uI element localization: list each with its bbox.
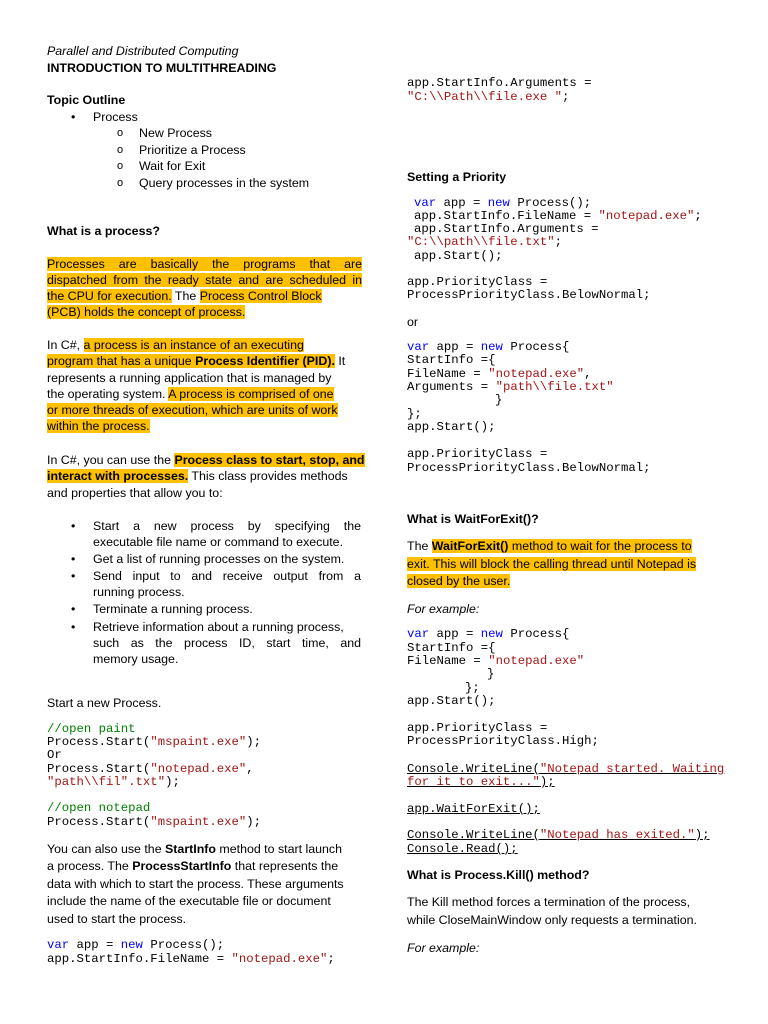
bold-text: StartInfo: [165, 842, 216, 856]
ability-item: • Start a new process by specifying the: [93, 519, 361, 534]
code-token: ,: [584, 367, 592, 381]
highlighted-text: or more threads of execution, which are units of work: [47, 403, 338, 417]
ability-item-cont: memory usage.: [93, 652, 179, 666]
start-process-label: Start a new Process.: [47, 696, 162, 710]
code-token: app =: [429, 340, 481, 354]
code-token: Process{: [502, 340, 570, 354]
code-line: app.PriorityClass =: [407, 447, 548, 461]
code-token: FileName =: [407, 654, 489, 668]
code-token: );: [246, 735, 262, 749]
code-string: "Notepad has exited.": [539, 828, 695, 842]
code-token: app.StartInfo.FileName =: [47, 952, 232, 966]
or-text: or: [407, 315, 419, 329]
code-string: "notepad.exe": [231, 952, 328, 966]
outline-subitem: o Prioritize a Process: [139, 143, 246, 158]
highlighted-text: Process class to start, stop, and: [174, 453, 365, 467]
what-is-process-heading: What is a process?: [47, 224, 160, 238]
code-line: [47, 735, 261, 750]
highlighted-text: closed by the user.: [407, 574, 511, 588]
code-token: app =: [436, 196, 488, 210]
code-line: app.PriorityClass =: [407, 275, 548, 289]
topic-outline-heading: Topic Outline: [47, 93, 126, 107]
plain-text: You can also use the: [47, 842, 166, 856]
plain-text: It: [334, 354, 346, 368]
code-line: app.WaitForExit();: [407, 802, 540, 816]
code-line: [47, 775, 180, 790]
code-token: FileName =: [407, 367, 489, 381]
code-keyword: new: [120, 938, 143, 952]
code-line: Or: [47, 748, 62, 762]
code-line: Console.Read();: [407, 842, 518, 856]
bold-text: ProcessStartInfo: [132, 859, 232, 873]
highlighted-text: A process is comprised of one: [168, 387, 334, 401]
highlighted-text: WaitForExit(): [431, 539, 509, 553]
code-line: app.Start();: [407, 694, 496, 708]
outline-subitem: o Query processes in the system: [139, 176, 309, 191]
code-comment: //open notepad: [47, 801, 151, 815]
code-line: [47, 938, 224, 953]
code-token: Process();: [509, 196, 592, 210]
para-line: [47, 469, 348, 484]
code-line: [407, 828, 710, 843]
outline-subitem: o New Process: [139, 126, 212, 141]
para-line: [47, 273, 362, 288]
highlighted-text: Processes are basically the programs that are: [47, 257, 362, 271]
code-line: [47, 952, 335, 967]
plain-text: In C#,: [47, 338, 84, 352]
waitforexit-heading: What is WaitForExit()?: [407, 512, 539, 526]
highlighted-text: within the process.: [47, 419, 150, 433]
code-string: "C:\\path\\file.txt": [407, 235, 555, 249]
ability-item: • Retrieve information about a running process,: [93, 620, 344, 635]
code-line: ProcessPriorityClass.BelowNormal;: [407, 288, 651, 302]
code-token: Process.Start(: [47, 815, 151, 829]
code-token: app.StartInfo.FileName =: [414, 209, 599, 223]
code-line: app.Start();: [414, 249, 503, 263]
example-label: For example:: [407, 602, 480, 616]
plain-text: a process. The: [47, 859, 133, 873]
course-name: Parallel and Distributed Computing: [47, 44, 239, 58]
highlighted-text: program that has a unique: [47, 354, 196, 368]
code-line: [407, 235, 562, 250]
plain-text: In C#, you can use the: [47, 453, 175, 467]
code-token: );: [246, 815, 262, 829]
code-line: app.PriorityClass =: [407, 721, 548, 735]
kill-heading: What is Process.Kill() method?: [407, 868, 590, 882]
para-line: [407, 574, 510, 589]
highlighted-text: (PCB) holds the concept of process.: [47, 305, 246, 319]
code-keyword: var: [407, 340, 430, 354]
example-label: For example:: [407, 941, 480, 955]
code-token: ;: [561, 90, 570, 104]
para-line: include the name of the executable file or document: [47, 894, 331, 908]
code-string: "path\\file.txt": [495, 380, 614, 394]
code-token: ;: [554, 235, 562, 249]
outline-item-process: • Process: [93, 110, 138, 125]
code-token: Console.WriteLine(: [407, 828, 540, 842]
ability-item-cont: running process.: [93, 585, 185, 599]
highlighted-text: interact with processes.: [47, 469, 189, 483]
code-line: StartInfo ={: [407, 641, 496, 655]
code-string: "notepad.exe": [598, 209, 695, 223]
code-token: );: [539, 775, 555, 789]
para-line: represents a running application that is managed by: [47, 371, 332, 385]
code-token: app =: [429, 627, 481, 641]
setting-priority-heading: Setting a Priority: [407, 170, 507, 184]
para-line: used to start the process.: [47, 912, 187, 926]
code-token: );: [694, 828, 710, 842]
code-comment: //open paint: [47, 722, 136, 736]
code-line: [407, 90, 569, 105]
ability-item: • Send input to and receive output from a: [93, 569, 361, 584]
code-string: "Notepad started. Waiting: [539, 762, 725, 776]
para-line: [47, 257, 362, 272]
para-line: [47, 387, 334, 402]
code-token: Console.WriteLine(: [407, 762, 540, 776]
ability-item: • Terminate a running process.: [93, 602, 253, 617]
para-line: [47, 354, 345, 369]
highlighted-text: method to wait for the process to: [508, 539, 692, 553]
code-keyword: var: [47, 938, 70, 952]
code-line: [407, 627, 569, 642]
ability-item-cont: such as the process ID, start time, and: [93, 636, 361, 650]
para-line: [47, 842, 342, 857]
para-line: [47, 305, 245, 320]
code-line: [47, 815, 261, 830]
code-line: };: [465, 681, 480, 695]
code-keyword: var: [407, 627, 430, 641]
code-string: for it to exit...": [407, 775, 540, 789]
plain-text: that represents the: [231, 859, 339, 873]
code-token: ,: [246, 762, 254, 776]
code-line: }: [495, 393, 503, 407]
highlighted-text: Process Identifier (PID).: [195, 354, 335, 368]
code-string: "notepad.exe": [488, 367, 585, 381]
highlighted-text: a process is an instance of an executing: [83, 338, 304, 352]
code-line: ProcessPriorityClass.BelowNormal;: [407, 461, 651, 475]
code-line: [407, 380, 614, 395]
code-line: }: [487, 667, 495, 681]
para-line: [47, 289, 322, 304]
highlighted-text: Process Control Block: [199, 289, 322, 303]
highlighted-text: the CPU for execution.: [47, 289, 172, 303]
document-title: INTRODUCTION TO MULTITHREADING: [47, 61, 277, 75]
code-string: "C:\\Path\\file.exe ": [407, 90, 562, 104]
ability-item: • Get a list of running processes on the system.: [93, 552, 344, 567]
code-line: app.StartInfo.Arguments =: [414, 222, 599, 236]
code-line: app.Start();: [407, 420, 496, 434]
para-line: data with which to start the process. These arguments: [47, 877, 344, 891]
para-line: [47, 338, 304, 353]
outline-subitem: o Wait for Exit: [139, 159, 205, 174]
code-string: "mspaint.exe": [150, 815, 247, 829]
para-line: [47, 403, 338, 418]
highlighted-text: dispatched from the ready state and are scheduled in: [47, 273, 362, 287]
plain-text: method to start launch: [215, 842, 343, 856]
code-keyword: new: [480, 340, 503, 354]
para-line: [407, 539, 692, 554]
code-token: Process{: [502, 627, 570, 641]
code-string: "notepad.exe": [488, 654, 585, 668]
highlighted-text: exit. This will block the calling thread until Notepad is: [407, 557, 697, 571]
para-line: [407, 557, 696, 572]
para-line: [47, 453, 365, 468]
code-keyword: new: [480, 627, 503, 641]
para-line: while CloseMainWindow only requests a termination.: [407, 913, 697, 927]
plain-text: the operating system.: [47, 387, 169, 401]
code-line: };: [407, 407, 422, 421]
code-token: app =: [69, 938, 121, 952]
code-token: Process();: [142, 938, 225, 952]
code-token: Arguments =: [407, 380, 496, 394]
code-line: [407, 775, 555, 790]
code-token: );: [165, 775, 180, 789]
code-line: app.StartInfo.Arguments =: [407, 76, 592, 90]
code-string: "mspaint.exe": [150, 735, 247, 749]
code-token: ;: [694, 209, 702, 223]
ability-item-cont: executable file name or command to execute.: [93, 535, 344, 549]
code-token: Process.Start(: [47, 735, 151, 749]
plain-text: The: [407, 539, 432, 553]
code-string: "path\\fil".txt": [47, 775, 166, 789]
plain-text: The: [171, 289, 200, 303]
code-token: Process.Start(: [47, 762, 151, 776]
code-line: StartInfo ={: [407, 353, 496, 367]
para-line: [47, 419, 150, 434]
code-token: ;: [327, 952, 335, 966]
plain-text: This class provides methods: [188, 469, 348, 483]
para-line: The Kill method forces a termination of the process,: [407, 895, 691, 909]
code-line: ProcessPriorityClass.High;: [407, 734, 599, 748]
para-line: and properties that allow you to:: [47, 486, 223, 500]
code-keyword: var: [414, 196, 437, 210]
code-string: "notepad.exe": [150, 762, 247, 776]
para-line: [47, 859, 338, 874]
code-keyword: new: [487, 196, 510, 210]
code-line: [407, 654, 584, 669]
